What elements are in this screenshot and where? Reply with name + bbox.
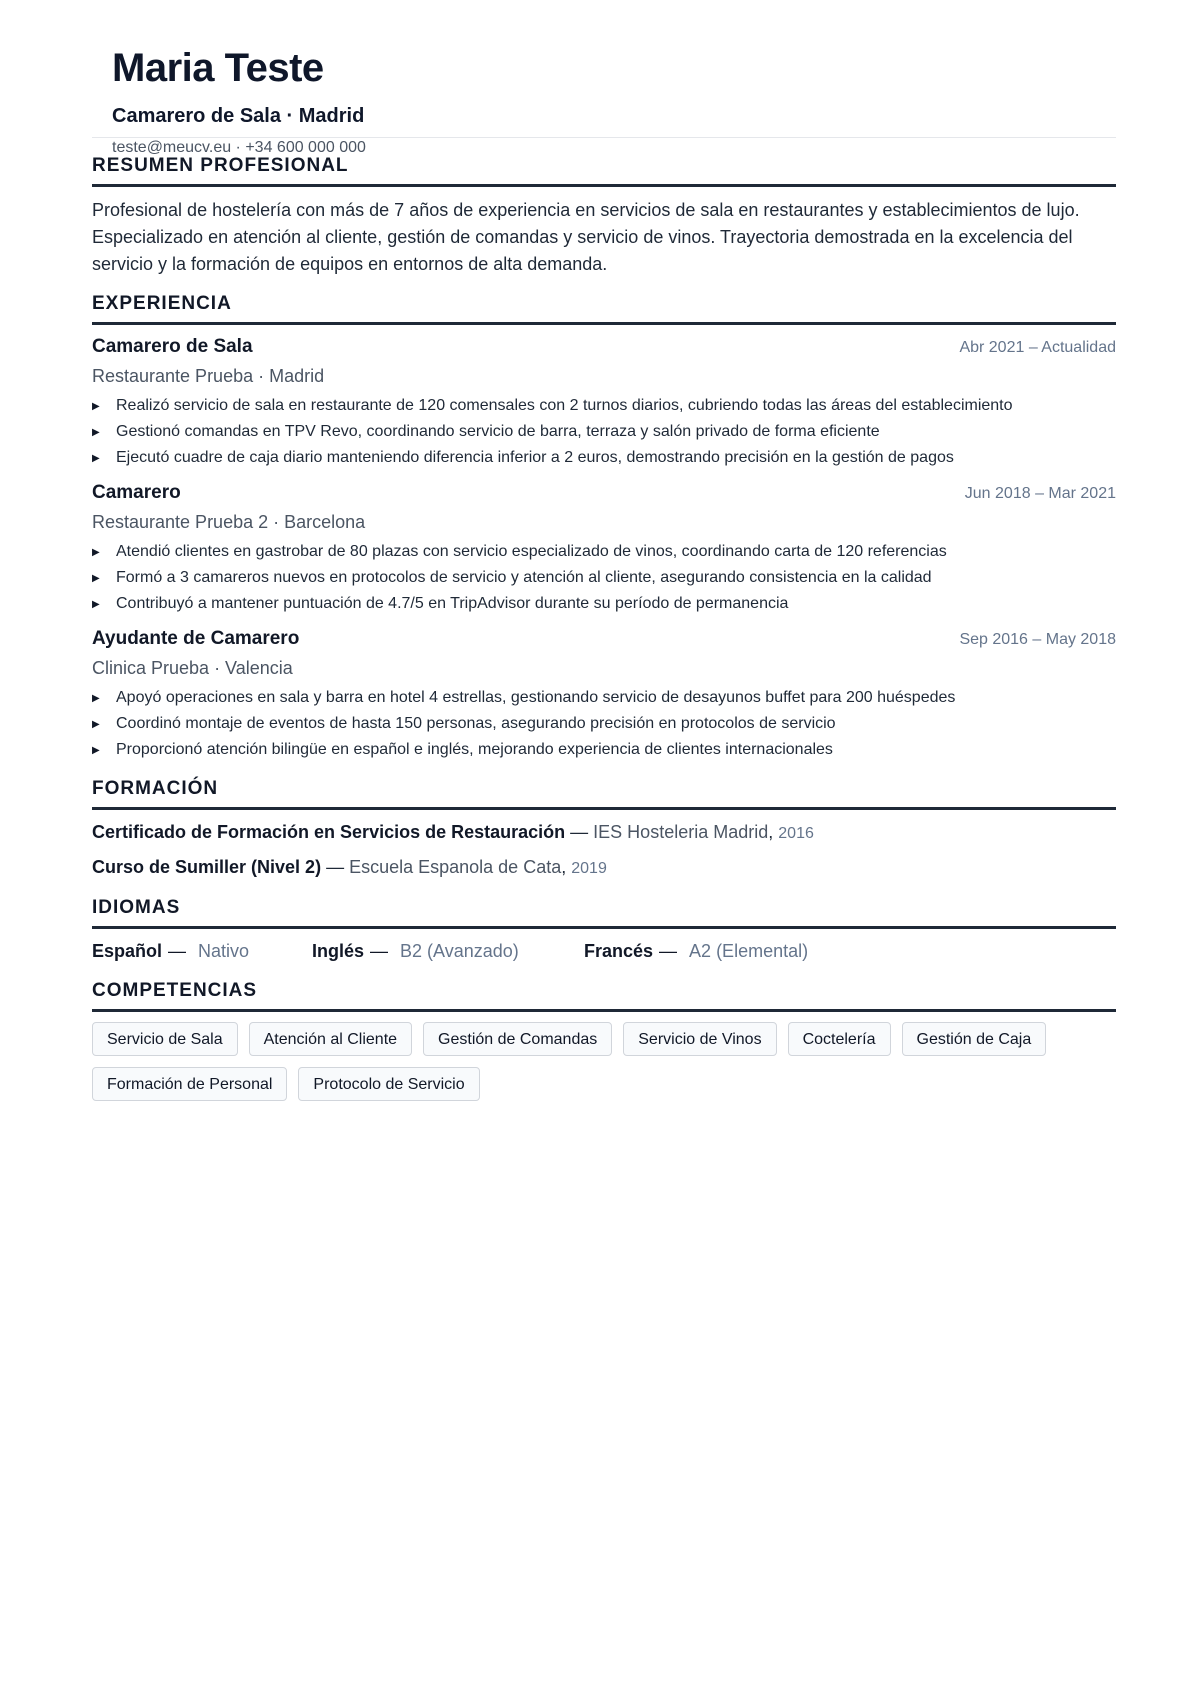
skills-list [92,1022,1116,1112]
education-separator: — [565,822,594,842]
triangle-right-icon: ▶ [92,427,100,438]
language-item [92,939,312,963]
list-item [92,565,1116,591]
bullet-text: Contribuyó a mantener puntuación de 4.7/5 en TripAdvisor durante su período de permanencia [116,595,789,612]
job-dates: Abr 2021 – Actualidad [959,339,1116,356]
bullet-text: Realizó servicio de sala en restaurante de 120 comensales con 2 turnos diarios, cubriendo todas las áreas del establecimiento [116,397,1013,414]
job-entry [92,627,1116,763]
job-title: Ayudante de Camarero [92,628,300,649]
skill-chip: Coctelería [788,1022,891,1056]
skill-chip: Servicio de Vinos [623,1022,776,1056]
language-name: Inglés [312,941,365,961]
list-item [92,737,1116,763]
skill-chip: Protocolo de Servicio [298,1067,479,1101]
bullet-text: Atendió clientes en gastrobar de 80 plazas con servicio especializado de vinos, coordinando carta de 120 referencias [116,543,947,560]
skill-chip: Servicio de Sala [92,1022,238,1056]
job-company: Restaurante Prueba · Madrid [92,366,325,386]
languages-section [92,896,1116,963]
triangle-right-icon: ▶ [92,547,100,558]
language-item [584,939,808,963]
language-dash: — [168,941,187,961]
triangle-right-icon: ▶ [92,401,100,412]
education-comma: , [561,857,572,877]
education-school: Escuela Espanola de Cata [349,857,562,877]
list-item [92,393,1116,419]
education-school: IES Hosteleria Madrid [593,822,769,842]
list-item [92,445,1116,471]
section-title-languages: IDIOMAS [92,896,1116,929]
triangle-right-icon: ▶ [92,719,100,730]
education-section [92,777,1116,882]
skill-chip: Gestión de Caja [902,1022,1047,1056]
bullet-text: Proporcionó atención bilingüe en español e inglés, mejorando experiencia de clientes internacionales [116,741,833,758]
job-bullets [92,685,1116,763]
triangle-right-icon: ▶ [92,599,100,610]
section-title-summary: RESUMEN PROFESIONAL [92,154,1116,187]
job-title: Camarero [92,482,181,503]
language-dash: — [370,941,389,961]
summary-text: Profesional de hostelería con más de 7 años de experiencia en servicios de sala en restaurantes y establecimientos de lujo. Especializado en atención al cliente, gestión de comandas y servicio de vinos. Trayectoria demostrada en la excelencia del servicio y la formación de equipos en entornos de alta demanda. [92,200,1080,274]
bullet-text: Apoyó operaciones en sala y barra en hotel 4 estrellas, gestionando servicio de desayunos buffet para 200 huéspedes [116,689,956,706]
candidate-headline: Camarero de Sala · Madrid [112,105,365,127]
education-year: 2019 [571,860,607,877]
job-entry [92,335,1116,471]
summary-section [92,154,1116,278]
section-title-experience: EXPERIENCIA [92,292,1116,325]
skill-chip: Gestión de Comandas [423,1022,612,1056]
job-dates: Sep 2016 – May 2018 [959,631,1116,648]
education-separator: — [321,857,350,877]
candidate-name: Maria Teste [112,46,324,90]
job-bullets [92,393,1116,471]
skill-chip: Atención al Cliente [249,1022,412,1056]
contact-info: teste@meucv.eu · +34 600 000 000 [112,139,366,156]
triangle-right-icon: ▶ [92,453,100,464]
triangle-right-icon: ▶ [92,693,100,704]
bullet-text: Coordinó montaje de eventos de hasta 150 personas, asegurando precisión en protocolos de servicio [116,715,836,732]
resume-page [92,0,1116,1112]
section-title-education: FORMACIÓN [92,777,1116,810]
education-item [92,819,1116,847]
bullet-text: Formó a 3 camareros nuevos en protocolos de servicio y atención al cliente, asegurando consistencia en la calidad [116,569,932,586]
job-dates: Jun 2018 – Mar 2021 [964,485,1116,502]
language-name: Español [92,941,163,961]
language-level: B2 (Avanzado) [400,941,519,961]
experience-section [92,292,1116,763]
list-item [92,539,1116,565]
list-item [92,711,1116,737]
education-year: 2016 [778,825,814,842]
job-bullets [92,539,1116,617]
education-item [92,854,1116,882]
education-comma: , [768,822,779,842]
bullet-text: Gestionó comandas en TPV Revo, coordinando servicio de barra, terraza y salón privado de forma eficiente [116,423,880,440]
job-company: Clinica Prueba · Valencia [92,658,293,678]
list-item [92,591,1116,617]
resume-header [92,0,1116,156]
triangle-right-icon: ▶ [92,745,100,756]
job-company: Restaurante Prueba 2 · Barcelona [92,512,366,532]
list-item [92,685,1116,711]
languages-row [92,939,1116,963]
section-title-skills: COMPETENCIAS [92,979,1116,1012]
list-item [92,419,1116,445]
language-dash: — [659,941,678,961]
bullet-text: Ejecutó cuadre de caja diario manteniendo diferencia inferior a 2 euros, demostrando precisión en la gestión de pagos [116,449,954,466]
triangle-right-icon: ▶ [92,573,100,584]
language-level: Nativo [198,941,250,961]
skill-chip: Formación de Personal [92,1067,287,1101]
education-degree: Curso de Sumiller (Nivel 2) [92,857,322,877]
education-degree: Certificado de Formación en Servicios de Restauración [92,822,566,842]
job-entry [92,481,1116,617]
skills-section [92,979,1116,1112]
job-title: Camarero de Sala [92,336,253,357]
language-name: Francés [584,941,654,961]
language-level: A2 (Elemental) [689,941,809,961]
language-item [312,939,584,963]
